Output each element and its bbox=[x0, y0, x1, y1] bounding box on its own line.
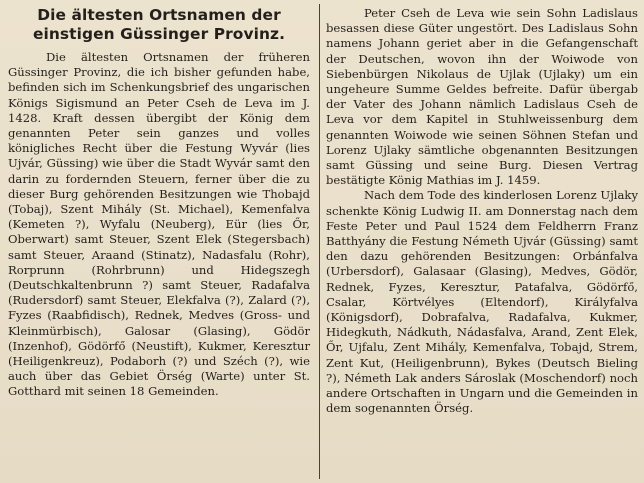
left-column bbox=[8, 6, 314, 477]
right-column bbox=[326, 6, 638, 477]
article-paragraph-2: Peter Cseh de Leva wie sein Sohn Ladislaus besassen diese Güter ungestört. Des Ladislaus Sohn namens Johann geriet aber in die Gefangenschaft der Deutschen, wovon ihn der Woiwode von Siebenbürgen Nikolaus de Ujlak (Ujlaky) um ein ungeheure Summe Geldes befreite. Dafür übergab der Vater des Johann nämlich Ladislaus Cseh de Leva vor dem Kapitel in Stuhlweissenburg dem genannten Woiwode wie seinen Söhnen Stefan und Lorenz Ujlaky sämtliche obgenannten Besitzungen samt Güssing und seine Burg. Diesen Vertrag bestätigte König Mathias im J. 1459. bbox=[326, 6, 638, 188]
article-paragraph-3: Nach dem Tode des kinderlosen Lorenz Ujlaky schenkte König Ludwig II. am Donnerstag nach dem Feste Peter und Paul 1524 dem Feldherrn Franz Batthyány die Festung Németh Ujvár (Güssing) samt den dazu gehörenden Besitzungen: Orbánfalva (Urbersdorf), Galasaar (Glasing), Medves, Gödör, Rednek, Fyzes, Keresztur, Patafalva, Gödörfő, Csalar, Körtvélyes (Eltendorf), Királyfalva (Königsdorf), Dobrafalva, Radafalva, Kukmer, Hidegkuth, Nádkuth, Nádasfalva, Arand, Zent Elek, Őr, Ujfalu, Zent Mihály, Kemenfalva, Tobajd, Strem, Zent Kut, (Heiligenbrunn), Bykes (Deutsch Bieling ?), Németh Lak anders Sároslak (Moschendorf) noch andere Ortschaften in Ungarn und die Gemeinden in dem sogenannten Örség. bbox=[326, 188, 638, 416]
article-paragraph-1: Die ältesten Ortsnamen der früheren Güssinger Provinz, die ich bisher gefunden habe, befinden sich im Schenkungsbrief des ungarischen Königs Sigismund an Peter Cseh de Leva im J. 1428. Kraft dessen übergibt der König dem genannten Peter sein ganzes und volles königliches Recht über die Festung Wyvár (lies Ujvár, Güssing) wie über die Stadt Wyvár samt den darin zu fordernden Steuern, ferner über die zu dieser Burg gehörenden Besitzungen wie Thobajd (Tobaj), Szent Mihály (St. Michael), Kemenfalva (Kemeten ?), Wyfalu (Neuberg), Eür (lies Őr, Oberwart) samt Steuer, Szent Elek (Stegersbach) samt Steuer, Araand (Stinatz), Nadasfalu (Rohr), Rorprunn (Rohrbrunn) und Hidegszegh (Deutschkaltenbrunn ?) samt Steuer, Radafalva (Rudersdorf) samt Steuer, Elekfalva (?), Zalard (?), Fyzes (Raabfidisch), Rednek, Medves (Gross- und Kleinmürbisch), Galosar (Glasing), Gödör (Inzenhof), Gödörfő (Neustift), Kukmer, Keresztur (Heiligenkreuz), Podaborh (?) und Széch (?), wie auch über das Gebiet Örség (Warte) unter St. Gotthard mit seinen 18 Gemeinden. bbox=[8, 50, 310, 399]
column-divider bbox=[319, 4, 320, 479]
article-title: Die ältesten Ortsnamen der einstigen Güssinger Provinz. bbox=[32, 6, 286, 43]
